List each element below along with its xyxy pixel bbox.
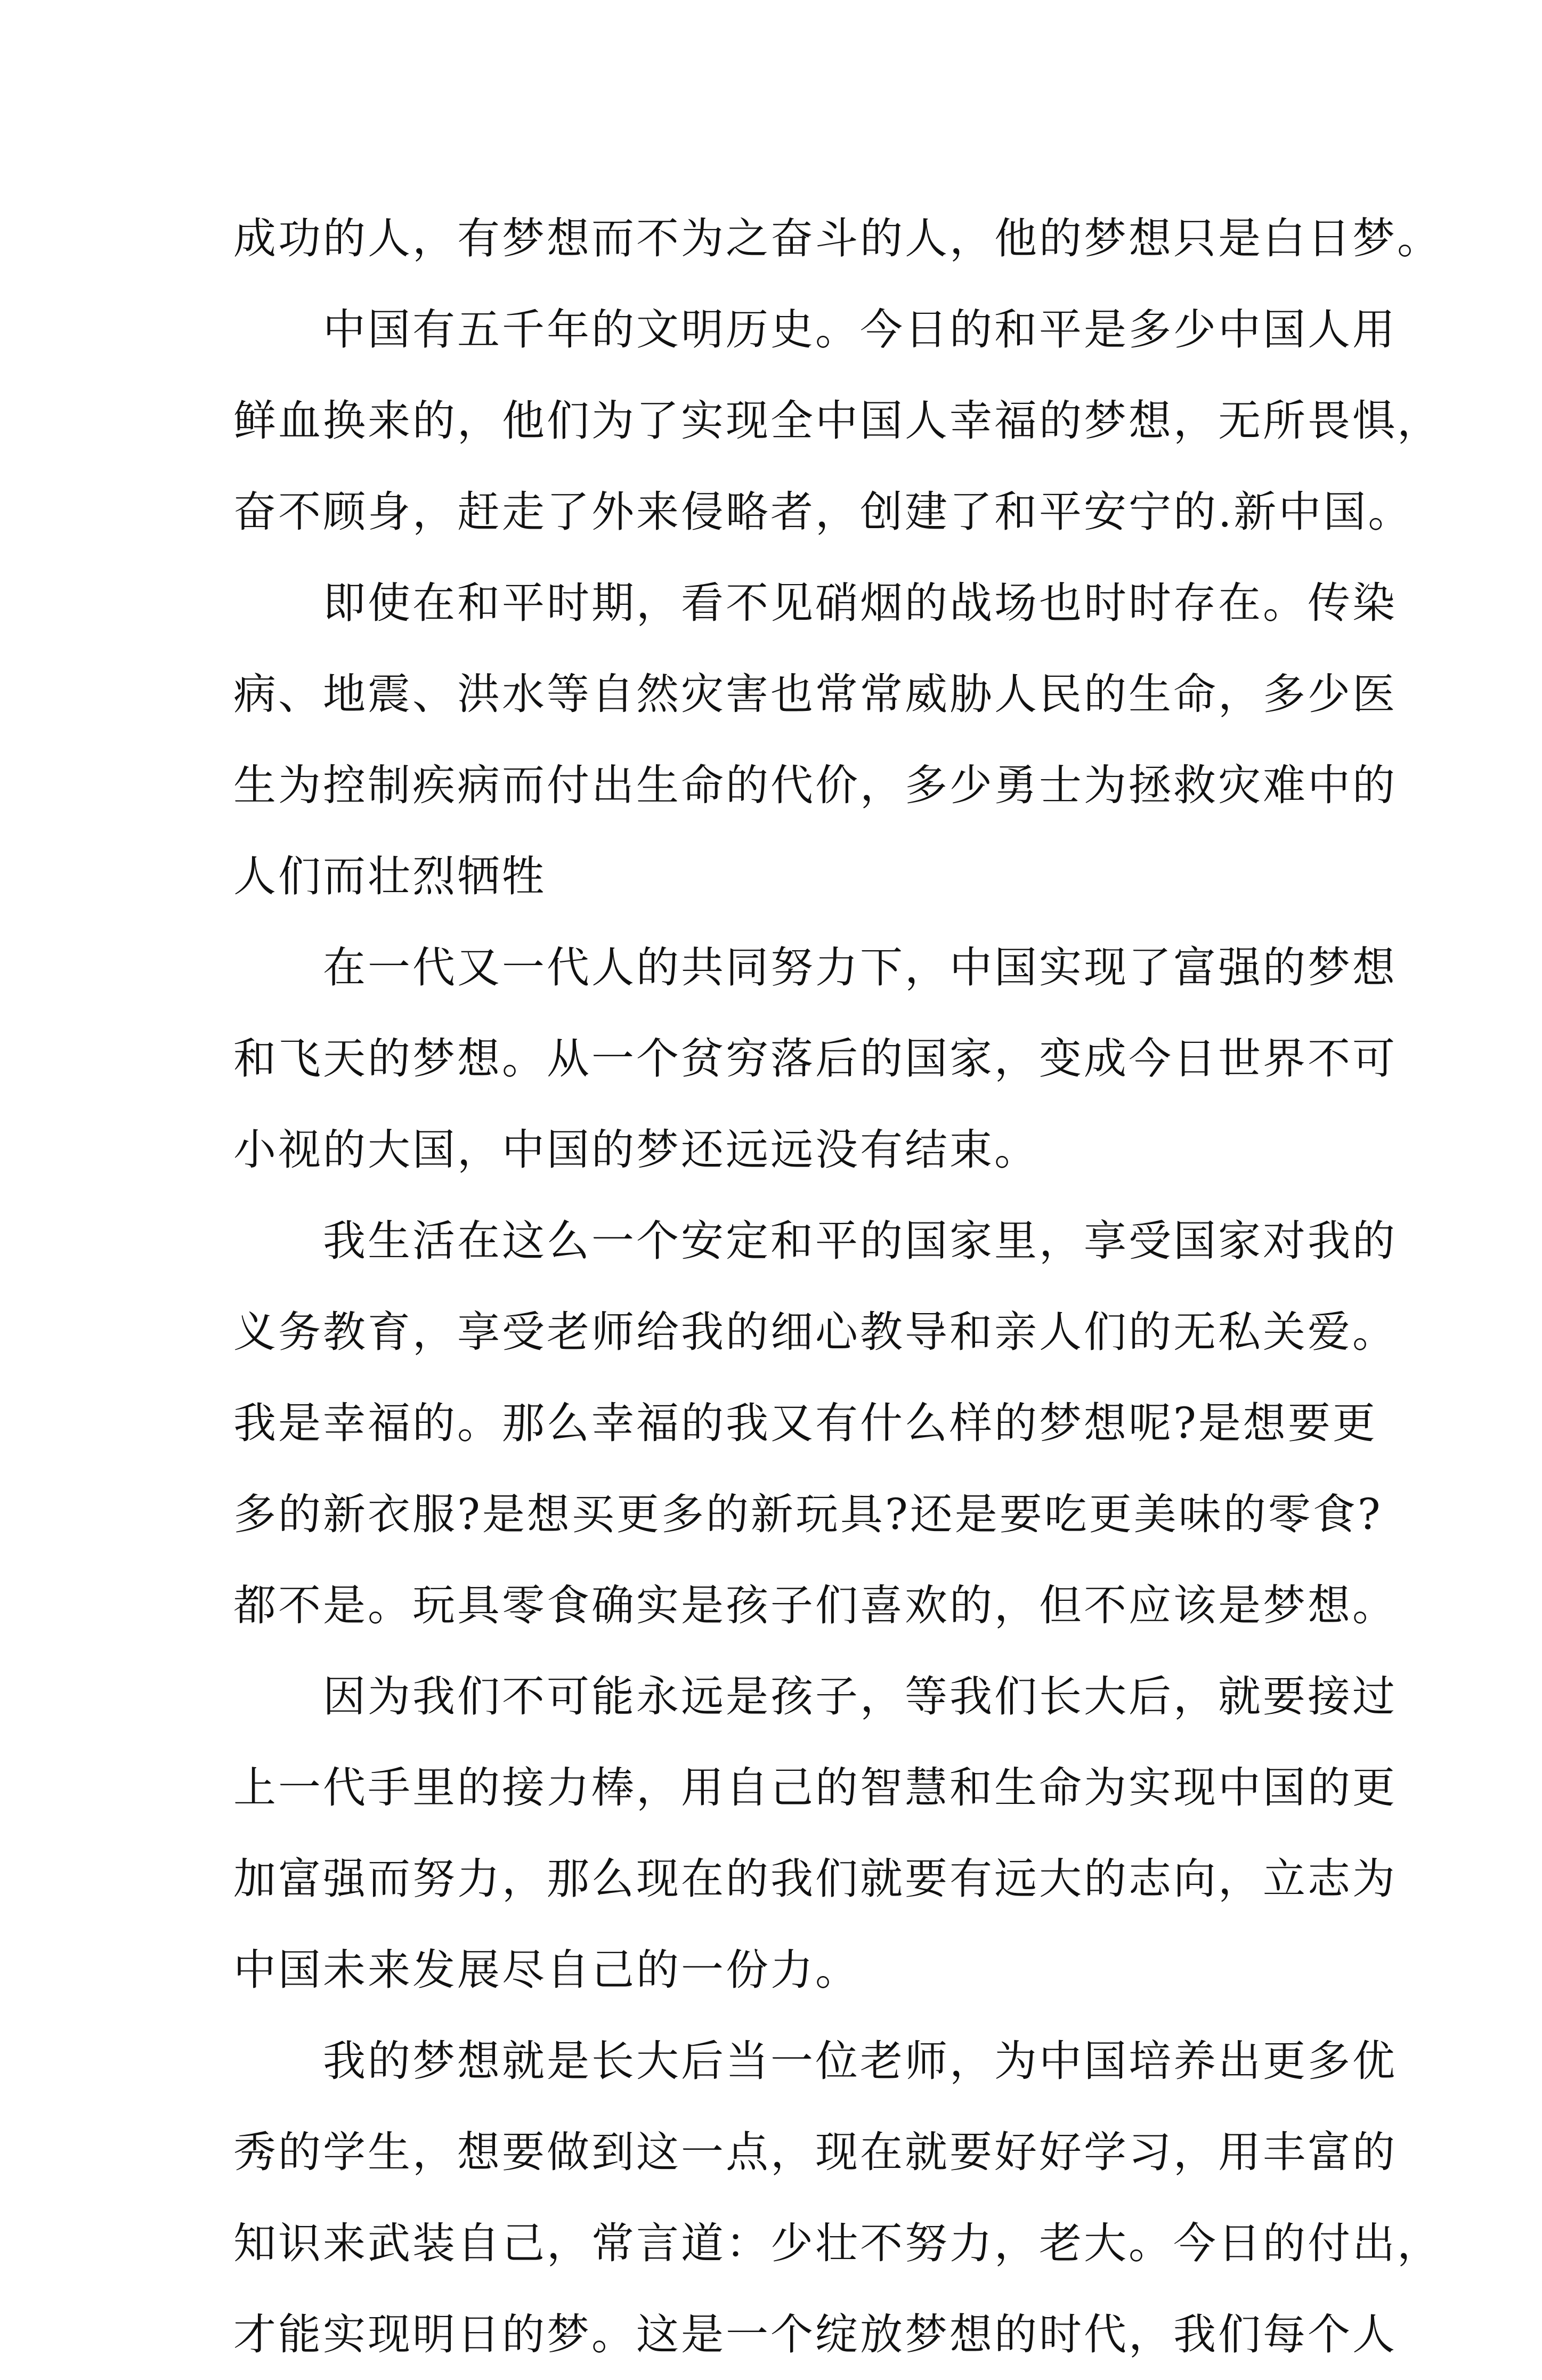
text-line: 成功的人，有梦想而不为之奋斗的人，他的梦想只是白日梦。 [233, 214, 1442, 263]
paragraph-first-line: 在一代又一代人的共同努力下，中国实现了富强的梦想 [323, 943, 1397, 992]
paragraph-first-line: 我的梦想就是长大后当一位老师，为中国培养出更多优 [323, 2036, 1397, 2086]
text-line: 加富强而努力，那么现在的我们就要有远大的志向，立志为 [233, 1854, 1397, 1904]
text-line: 小视的大国，中国的梦还远远没有结束。 [233, 1125, 1039, 1175]
text-line: 病、地震、洪水等自然灾害也常常威胁人民的生命，多少医 [233, 669, 1397, 719]
text-line: 都不是。玩具零食确实是孩子们喜欢的，但不应该是梦想。 [233, 1581, 1397, 1630]
text-line: 多的新衣服?是想买更多的新玩具?还是要吃更美味的零食? [233, 1489, 1383, 1539]
text-line: 鲜血换来的，他们为了实现全中国人幸福的梦想，无所畏惧， [233, 396, 1442, 446]
text-line: 生为控制疾病而付出生命的代价，多少勇士为拯救灾难中的 [233, 760, 1397, 810]
text-line: 义务教育，享受老师给我的细心教导和亲人们的无私关爱。 [233, 1307, 1397, 1357]
text-line: 上一代手里的接力棒，用自己的智慧和生命为实现中国的更 [233, 1763, 1397, 1812]
text-line: 才能实现明日的梦。这是一个绽放梦想的时代，我们每个人 [233, 2310, 1397, 2359]
paragraph-first-line: 即使在和平时期，看不见硝烟的战场也时时存在。传染 [323, 578, 1397, 628]
text-line: 知识来武装自己，常言道：少壮不努力，老大。今日的付出， [233, 2219, 1442, 2268]
paragraph-first-line: 我生活在这么一个安定和平的国家里，享受国家对我的 [323, 1216, 1397, 1266]
body-text [233, 193, 1442, 2380]
text-line: 人们而壮烈牺牲 [233, 852, 547, 901]
paragraph-first-line: 因为我们不可能永远是孩子，等我们长大后，就要接过 [323, 1672, 1397, 1721]
text-line: 和飞天的梦想。从一个贫穷落后的国家，变成今日世界不可 [233, 1034, 1397, 1083]
text-line: 秀的学生，想要做到这一点，现在就要好好学习，用丰富的 [233, 2127, 1397, 2177]
text-line: 奋不顾身，赶走了外来侵略者，创建了和平安宁的.新中国。 [233, 487, 1413, 537]
text-line: 我是幸福的。那么幸福的我又有什么样的梦想呢?是想要更 [233, 1398, 1377, 1448]
text-line: 中国未来发展尽自己的一份力。 [233, 1945, 860, 1995]
paragraph-first-line: 中国有五千年的文明历史。今日的和平是多少中国人用 [323, 305, 1397, 354]
